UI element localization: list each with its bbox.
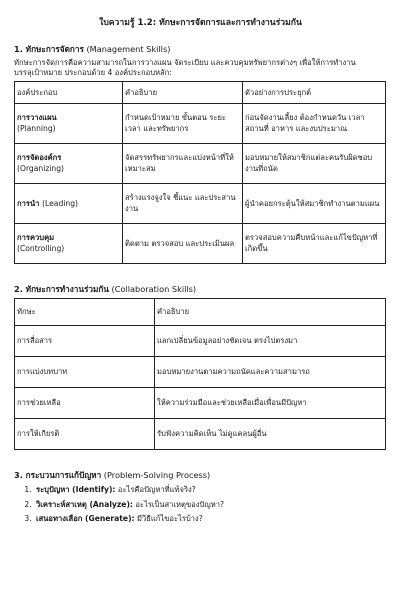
section-1-number: 1. [14,43,23,54]
example-cell: ผู้นำคอยกระตุ้นให้สมาชิกทำงานตามแผน [243,184,386,224]
column-header-component: องค์ประกอบ [15,82,123,104]
document-title: ใบความรู้ 1.2: ทักษะการจัดการและการทำงานร่วมกัน [99,18,302,28]
component-english: (Leading) [42,198,78,208]
skill-cell: การแบ่งบทบาท [15,357,155,388]
table-row [15,419,386,450]
section-2-heading [14,284,387,295]
component-cell [15,144,123,184]
list-item [34,514,387,524]
description-cell: แลกเปลี่ยนข้อมูลอย่างชัดเจน ตรงไปตรงมา [155,326,386,357]
step-label: ระบุปัญหา (Identify): [36,485,116,495]
skill-cell: การสื่อสาร [15,326,155,357]
section-1-intro-line-1: ทักษะการจัดการคือความสามารถในการวางแผน จัดระเบียบ และควบคุมทรัพยากรต่างๆ เพื่อให้การทำงาน [14,57,356,67]
table-header-row [15,299,386,326]
component-english: (Organizing) [17,163,65,173]
table-row [15,326,386,357]
description-cell: จัดสรรทรัพยากรและแบ่งหน้าที่ให้เหมาะสม [123,144,243,184]
example-cell: ก่อนจัดงานเลี้ยง ต้องกำหนดวัน เวลา สถานที่ อาหาร และงบประมาณ [243,104,386,144]
component-english: (Planning) [17,123,56,133]
component-cell [15,104,123,144]
section-1-intro-line-2: บรรลุเป้าหมาย ประกอบด้วย 4 องค์ประกอบหลัก: [14,67,172,77]
problem-solving-steps [14,485,387,524]
skill-cell: การให้เกียรติ [15,419,155,450]
component-english: (Controlling) [17,243,65,253]
collaboration-skills-table [14,298,386,450]
skill-cell: การช่วยเหลือ [15,388,155,419]
table-row [15,357,386,388]
management-skills-table [14,81,386,264]
component-name: การนำ [17,198,40,208]
column-header-skill: ทักษะ [15,299,155,326]
section-1-title: ทักษะการจัดการ [25,43,84,54]
step-text: อะไรเป็นสาเหตุของปัญหา? [135,499,225,509]
column-header-example: ตัวอย่างการประยุกต์ [243,82,386,104]
description-cell: มอบหมายงานตามความถนัดและความสามารถ [155,357,386,388]
column-header-description: คำอธิบาย [123,82,243,104]
component-cell [15,184,123,224]
example-cell: ตรวจสอบความคืบหน้าและแก้ไขปัญหาที่เกิดขึ้น [243,224,386,264]
section-1-intro [14,58,387,79]
section-1-heading [14,44,387,55]
step-text: อะไรคือปัญหาที่แท้จริง? [117,485,196,495]
table-row [15,388,386,419]
description-cell: ติดตาม ตรวจสอบ และประเมินผล [123,224,243,264]
table-row [15,104,386,144]
step-label: วิเคราะห์สาเหตุ (Analyze): [36,499,133,509]
section-3-subtitle: (Problem-Solving Process) [103,470,211,481]
step-label: เสนอทางเลือก (Generate): [36,513,135,523]
section-2-number: 2. [14,284,23,295]
section-3-title: กระบวนการแก้ปัญหา [25,470,102,481]
description-cell: กำหนดเป้าหมาย ขั้นตอน ระยะเวลา และทรัพยากร [123,104,243,144]
component-name: การวางแผน [17,113,57,123]
component-cell [15,224,123,264]
column-header-description: คำอธิบาย [155,299,386,326]
table-header-row [15,82,386,104]
component-name: การจัดองค์กร [17,153,62,163]
description-cell: รับฟังความคิดเห็น ไม่ดูแคลนผู้อื่น [155,419,386,450]
table-row [15,144,386,184]
section-3-number: 3. [14,470,23,481]
section-2-subtitle: (Collaboration Skills) [111,284,197,295]
section-2-title: ทักษะการทำงานร่วมกัน [25,284,109,295]
step-text: มีวิธีแก้ไขอะไรบ้าง? [137,513,203,523]
list-item [34,500,387,510]
section-1-subtitle: (Management Skills) [86,43,171,54]
list-item [34,485,387,495]
example-cell: มอบหมายให้สมาชิกแต่ละคนรับผิดชอบงานที่ถนัด [243,144,386,184]
table-row [15,224,386,264]
description-cell: ให้ความร่วมมือและช่วยเหลือเมื่อเพื่อนมีปัญหา [155,388,386,419]
table-row [15,184,386,224]
section-3-heading [14,470,387,481]
component-name: การควบคุม [17,233,55,243]
description-cell: สร้างแรงจูงใจ ชี้แนะ และประสานงาน [123,184,243,224]
